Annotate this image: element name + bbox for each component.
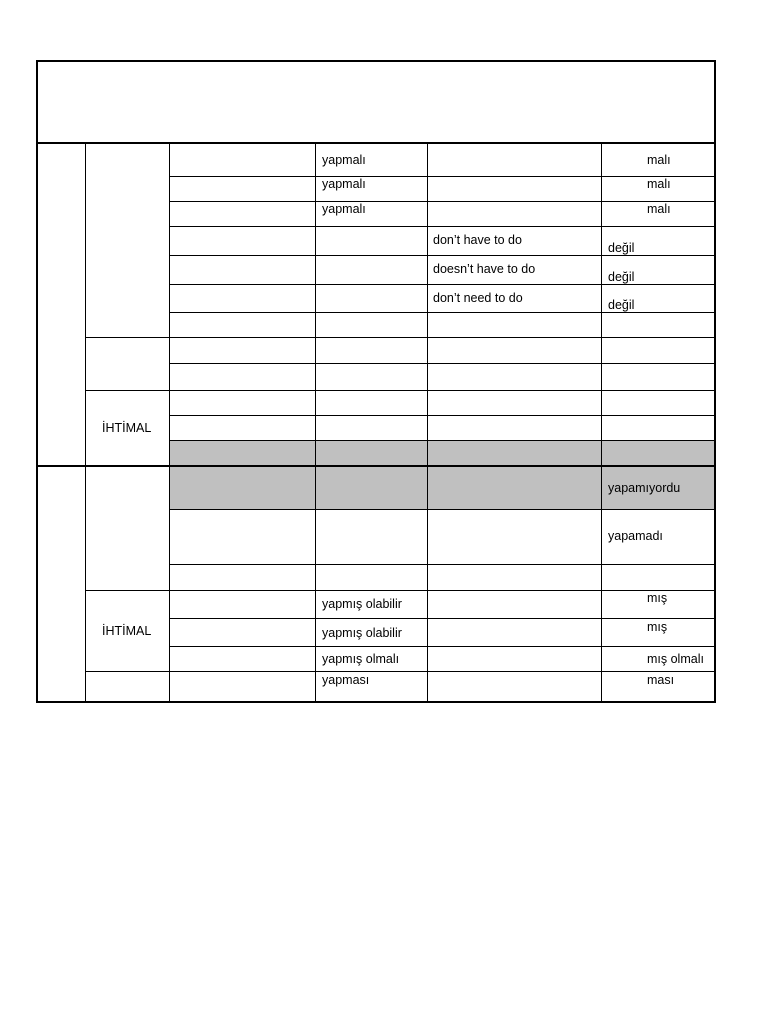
- row-line: [169, 415, 715, 416]
- row-line: [85, 390, 715, 391]
- row-line: [169, 201, 715, 202]
- row-line: [85, 671, 715, 672]
- cell-suffix: yapamadı: [608, 529, 663, 543]
- cell-suffix: malı: [647, 153, 671, 167]
- cell-suffix: malı: [647, 177, 671, 191]
- cell-suffix: mış: [647, 620, 668, 634]
- cell-english: don’t have to do: [433, 233, 522, 247]
- cell-english: don’t need to do: [433, 291, 523, 305]
- row-line: [169, 284, 715, 285]
- cell-suffix: malı: [647, 202, 671, 216]
- section-divider: [36, 465, 716, 467]
- table-header-box: [36, 60, 716, 144]
- cell-affirmative: yapmalı: [322, 177, 366, 191]
- row-line: [169, 440, 715, 441]
- cell-suffix: mış olmalı: [647, 652, 704, 666]
- column-line: [85, 144, 86, 702]
- row-line: [169, 312, 715, 313]
- probability-label: İHTİMAL: [102, 624, 152, 638]
- cell-affirmative: yapmalı: [322, 153, 366, 167]
- row-line: [169, 176, 715, 177]
- cell-suffix: değil: [608, 241, 635, 255]
- row-line: [169, 564, 715, 565]
- row-line: [169, 255, 715, 256]
- cell-english: doesn’t have to do: [433, 262, 536, 276]
- grid-border-left: [36, 142, 38, 703]
- cell-suffix: mış: [647, 591, 668, 605]
- cell-suffix: yapamıyordu: [608, 481, 681, 495]
- cell-suffix: değil: [608, 270, 635, 284]
- row-line: [85, 337, 715, 338]
- row-line: [169, 646, 715, 647]
- row-line: [85, 590, 715, 591]
- row-line: [169, 509, 715, 510]
- cell-affirmative: yapmalı: [322, 202, 366, 216]
- probability-label: İHTİMAL: [102, 421, 152, 435]
- cell-affirmative: yapmış olabilir: [322, 626, 402, 640]
- cell-suffix: değil: [608, 298, 635, 312]
- row-line: [169, 363, 715, 364]
- shaded-row: [170, 441, 715, 466]
- cell-suffix: ması: [647, 673, 675, 687]
- cell-affirmative: yapması: [322, 673, 370, 687]
- cell-affirmative: yapmış olabilir: [322, 597, 402, 611]
- grid-border-bottom: [36, 701, 716, 703]
- cell-affirmative: yapmış olmalı: [322, 652, 400, 666]
- row-line: [169, 618, 715, 619]
- row-line: [169, 226, 715, 227]
